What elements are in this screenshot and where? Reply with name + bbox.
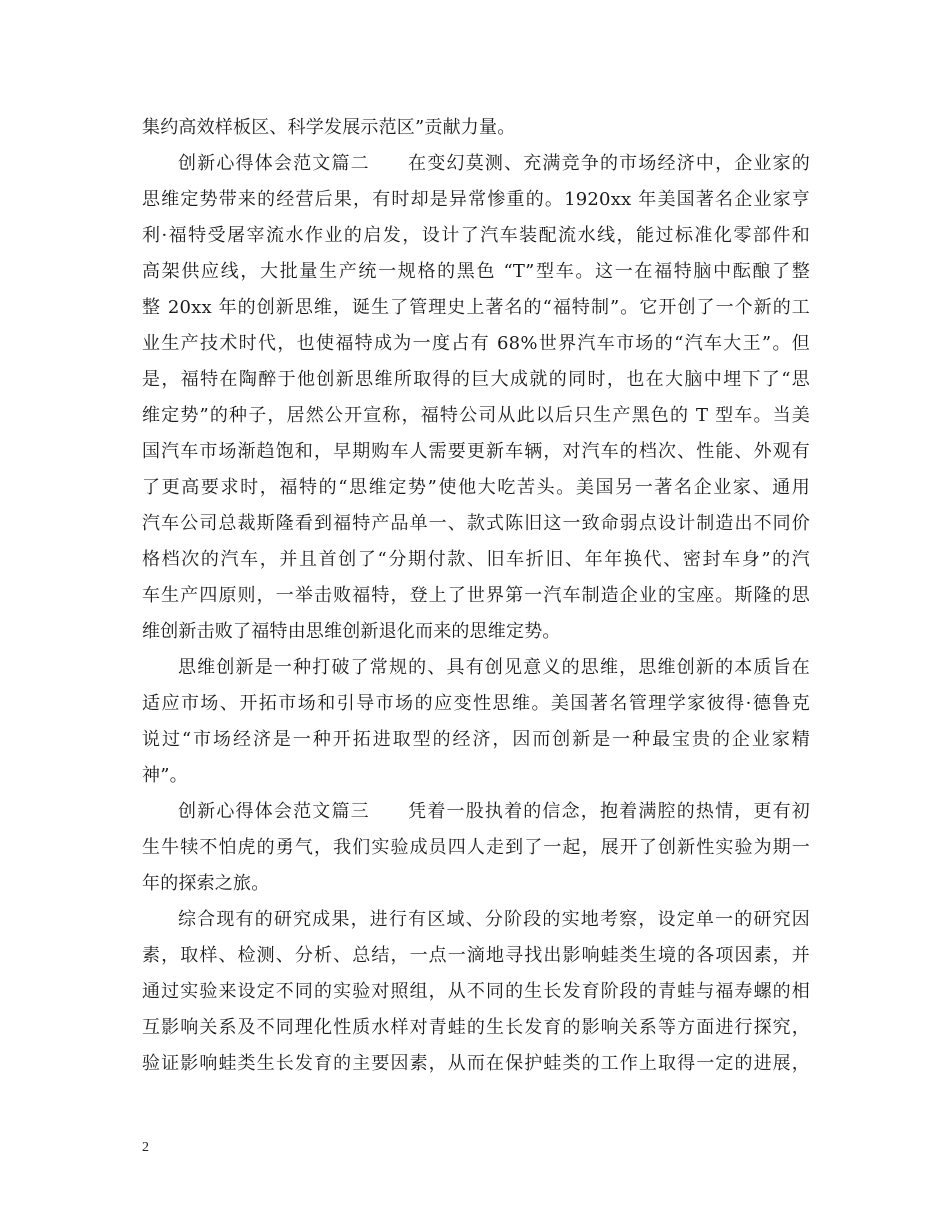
- page-number: 2: [142, 1140, 149, 1155]
- text-line: 业生产技术时代，也使福特成为一度占有 68%世界汽车市场的“汽车大王”。但: [142, 333, 810, 354]
- text-line: 国汽车市场渐趋饱和，早期购车人需要更新车辆，对汽车的档次、性能、外观有: [142, 441, 810, 462]
- text-line: 适应市场、开拓市场和引导市场的应变性思维。美国著名管理学家彼得·德鲁克: [142, 693, 810, 714]
- text-line: 是，福特在陶醉于他创新思维所取得的巨大成就的同时，也在大脑中埋下了“思: [142, 369, 810, 390]
- text-line: 生牛犊不怕虎的勇气，我们实验成员四人走到了一起，展开了创新性实验为期一: [142, 837, 810, 858]
- text-line: 互影响关系及不同理化性质水样对青蛙的生长发育的影响关系等方面进行探究，: [142, 1017, 810, 1038]
- text-line: 了更高要求时，福特的“思维定势”使他大吃苦头。美国另一著名企业家、通用: [142, 477, 810, 498]
- text-line: 年的探索之旅。: [142, 873, 270, 894]
- text-line: 思维定势带来的经营后果，有时却是异常惨重的。1920xx 年美国著名企业家亨: [142, 189, 810, 210]
- text-line: 汽车公司总裁斯隆看到福特产品单一、款式陈旧这一致命弱点设计制造出不同价: [142, 513, 810, 534]
- text-line: 格档次的汽车，并且首创了“分期付款、旧车折旧、年年换代、密封车身”的汽: [142, 549, 810, 570]
- text-line: 集约高效样板区、科学发展示范区”贡献力量。: [142, 117, 516, 138]
- text-line: 维定势”的种子，居然公开宣称，福特公司从此以后只生产黑色的 T 型车。当美: [142, 405, 810, 426]
- text-line: 素，取样、检测、分析、总结，一点一滴地寻找出影响蛙类生境的各项因素，并: [142, 945, 810, 966]
- text-line: 神”。: [142, 765, 188, 786]
- text-line: 综合现有的研究成果，进行有区域、分阶段的实地考察，设定单一的研究因: [178, 909, 810, 930]
- text-line: 高架供应线，大批量生产统一规格的黑色 “T”型车。这一在福特脑中酝酿了整: [142, 261, 810, 282]
- text-line: 整 20xx 年的创新思维，诞生了管理史上著名的“福特制”。它开创了一个新的工: [142, 297, 810, 318]
- text-line: 思维创新是一种打破了常规的、具有创见意义的思维，思维创新的本质旨在: [178, 657, 810, 678]
- text-line: 通过实验来设定不同的实验对照组，从不同的生长发育阶段的青蛙与福寿螺的相: [142, 981, 810, 1002]
- text-line: 说过“市场经济是一种开拓进取型的经济，因而创新是一种最宝贵的企业家精: [142, 729, 810, 750]
- text-line: 创新心得体会范文篇三 凭着一股执着的信念，抱着满腔的热情，更有初: [178, 801, 810, 822]
- text-line: 创新心得体会范文篇二 在变幻莫测、充满竞争的市场经济中，企业家的: [178, 153, 810, 174]
- text-line: 利·福特受屠宰流水作业的启发，设计了汽车装配流水线，能过标准化零部件和: [142, 225, 810, 246]
- text-line: 维创新击败了福特由思维创新退化而来的思维定势。: [142, 621, 561, 642]
- text-line: 验证影响蛙类生长发育的主要因素，从而在保护蛙类的工作上取得一定的进展，: [142, 1053, 810, 1074]
- text-line: 车生产四原则，一举击败福特，登上了世界第一汽车制造企业的宝座。斯隆的思: [142, 585, 810, 606]
